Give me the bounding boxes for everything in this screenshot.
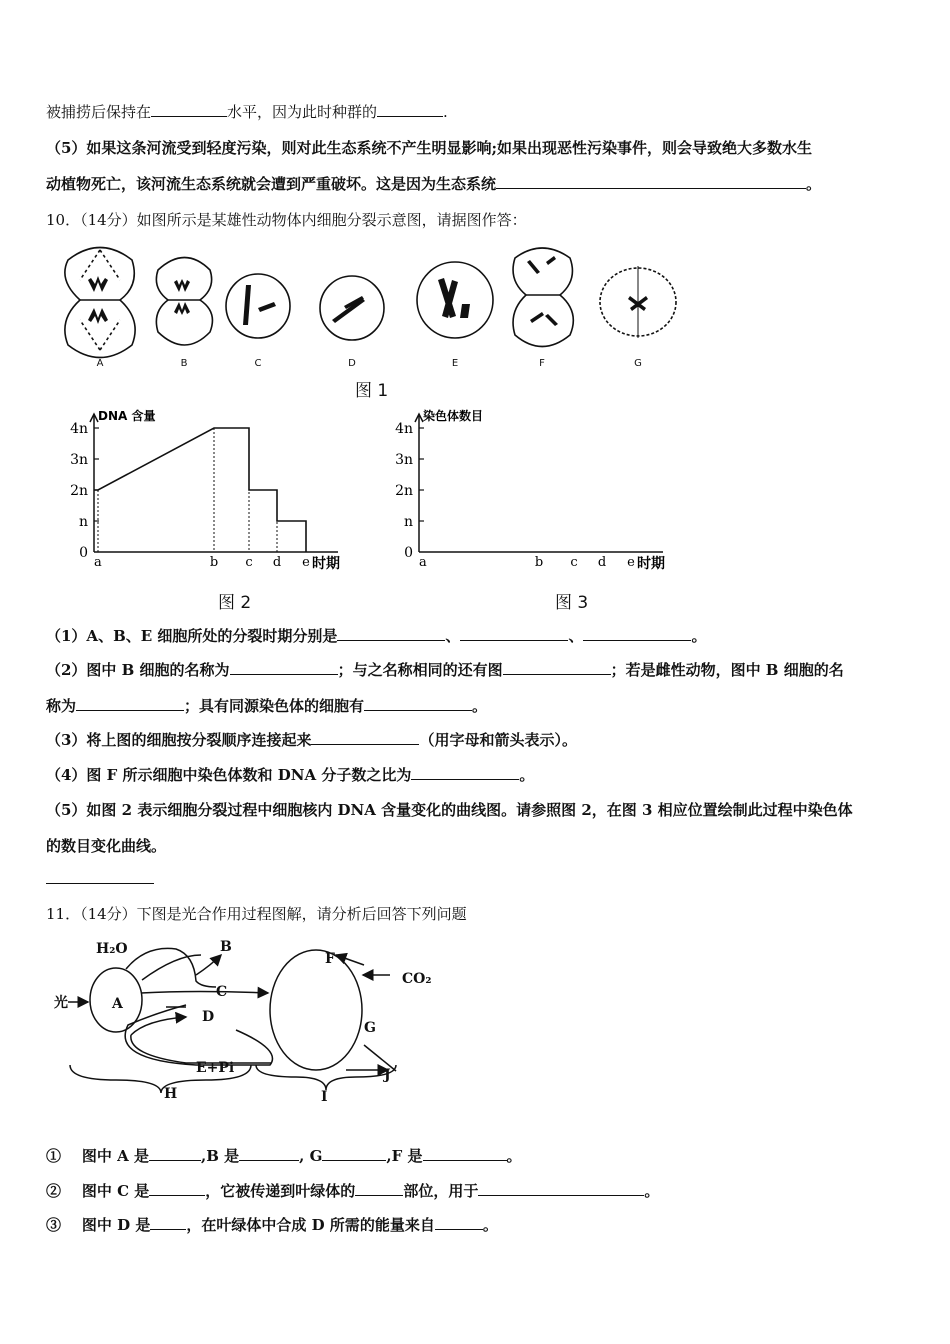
blank[interactable] — [151, 102, 227, 117]
blank[interactable] — [76, 696, 184, 711]
q10-s2a — [46, 660, 844, 680]
fig2-x-tick-d: d — [272, 555, 282, 570]
q11-text: 图中 A 是 — [81, 1147, 149, 1165]
figure-2-caption: 图 2 — [218, 593, 252, 613]
q11-text: 。 — [482, 1216, 498, 1234]
q11-text: ① — [46, 1147, 62, 1165]
q10-text: （2）图中 B 细胞的名称为 — [46, 661, 230, 679]
q10-s5b: 的数目变化曲线。 — [46, 837, 167, 855]
figure-3-caption: 图 3 — [555, 593, 589, 613]
fig3-y-tick-n: n — [403, 514, 413, 530]
fig2-x-tick-c: c — [245, 555, 253, 570]
label-c: C — [216, 984, 228, 1000]
fig2-x-tick-e: e — [302, 555, 310, 570]
fig3-y-label: 染色体数目 — [423, 409, 484, 423]
blank[interactable] — [311, 730, 419, 745]
label-f: F — [325, 951, 335, 967]
q9-text: 被捕捞后保持在 — [46, 103, 152, 121]
q10-text: （3）将上图的细胞按分裂顺序连接起来 — [46, 731, 312, 749]
q11-text: ，在叶绿体中合成 D 所需的能量来自 — [186, 1216, 435, 1234]
blank[interactable] — [496, 174, 806, 189]
fig3-x-tick-c: c — [570, 555, 578, 570]
fig2-y-tick-0: 0 — [79, 545, 88, 561]
fig3-y-tick-4n: 4n — [395, 421, 413, 437]
q9-line1 — [46, 102, 448, 122]
figure-3-chromosome-chart — [383, 402, 683, 582]
q11-text: 图中 D 是 — [81, 1216, 151, 1234]
blank[interactable] — [503, 660, 611, 675]
fig3-y-tick-2n: 2n — [395, 483, 413, 499]
q10-text: （1）A、B、E 细胞所处的分裂时期分别是 — [46, 627, 338, 645]
q10-s2b — [46, 696, 487, 716]
q11-title: 11．（14分）下图是光合作用过程图解，请分析后回答下列问题 — [46, 905, 467, 923]
label-g: G — [364, 1020, 376, 1036]
label-d: D — [202, 1009, 215, 1025]
q11-text: ,B 是 — [201, 1147, 240, 1165]
fig2-y-tick-3n: 3n — [70, 452, 88, 468]
q10-text: （用字母和箭头表示）。 — [419, 731, 577, 749]
blank[interactable] — [478, 1181, 644, 1196]
fig3-y-tick-0: 0 — [404, 545, 413, 561]
fig2-y-label: DNA 含量 — [98, 409, 156, 423]
q10-text: 。 — [472, 697, 488, 715]
fig3-x-label: 时期 — [637, 556, 665, 572]
fig3-x-tick-b: b — [534, 555, 544, 570]
blank[interactable] — [583, 626, 691, 641]
blank[interactable] — [411, 765, 519, 780]
q10-s3 — [46, 730, 577, 750]
cell-label-b: B — [180, 358, 188, 369]
q11-text: ,F 是 — [386, 1147, 423, 1165]
label-epi: E+Pi — [196, 1060, 235, 1076]
q10-text: 、 — [445, 627, 461, 645]
photosynthesis-diagram — [46, 935, 446, 1110]
label-j: J — [384, 1067, 391, 1083]
blank[interactable] — [150, 1215, 186, 1230]
fig3-x-tick-e: e — [627, 555, 635, 570]
q10-text: 称为 — [46, 697, 77, 715]
label-a: A — [112, 996, 123, 1012]
q10-text: ；若是雌性动物，图中 B 细胞的名 — [610, 661, 844, 679]
q11-text: 。 — [506, 1147, 522, 1165]
q9-p5a: （5）如果这条河流受到轻度污染，则对此生态系统不产生明显影响;如果出现恶性污染事件，则会导致绝大多数水生 — [46, 139, 812, 157]
q10-text: ；与之名称相同的还有图 — [337, 661, 503, 679]
q11-text: 图中 C 是 — [81, 1182, 150, 1200]
q9-text: 水平，因为此时种群的 — [227, 103, 378, 121]
figure-1-caption: 图 1 — [355, 381, 389, 401]
q10-text: （4）图 F 所示细胞中染色体数和 DNA 分子数之比为 — [46, 766, 412, 784]
q11-text: , G — [299, 1147, 323, 1165]
label-b: B — [220, 939, 232, 955]
blank[interactable] — [355, 1181, 403, 1196]
label-i: I — [321, 1089, 328, 1105]
q9-p5b — [46, 174, 821, 194]
q11-text: ③ — [46, 1216, 62, 1234]
q11-text: ② — [46, 1182, 62, 1200]
blank[interactable] — [239, 1146, 299, 1161]
q11-text: ，它被传递到叶绿体的 — [205, 1182, 356, 1200]
q10-text: ；具有同源染色体的细胞有 — [184, 697, 365, 715]
cell-label-e: E — [451, 358, 459, 369]
label-h: H — [164, 1086, 178, 1102]
fig2-x-tick-a: a — [94, 555, 102, 570]
cell-label-d: D — [348, 358, 356, 369]
blank[interactable] — [364, 696, 472, 711]
label-h2o: H₂O — [96, 941, 128, 957]
q11-r3 — [46, 1215, 498, 1235]
q9-text: 。 — [806, 175, 822, 193]
fig3-x-tick-d: d — [597, 555, 607, 570]
fig2-y-tick-2n: 2n — [70, 483, 88, 499]
q11-r2 — [46, 1181, 659, 1201]
dna-curve — [94, 428, 306, 552]
answer-line[interactable] — [46, 883, 154, 884]
figure-2-dna-chart — [58, 402, 358, 582]
fig2-y-tick-n: n — [78, 514, 88, 530]
q10-text: 。 — [691, 627, 707, 645]
cell-label-c: C — [254, 358, 262, 369]
fig2-y-tick-4n: 4n — [70, 421, 88, 437]
q11-text: 。 — [644, 1182, 660, 1200]
fig3-x-tick-a: a — [419, 555, 427, 570]
fig2-x-tick-b: b — [209, 555, 219, 570]
blank[interactable] — [435, 1215, 483, 1230]
blank[interactable] — [423, 1146, 507, 1161]
q10-s5a: （5）如图 2 表示细胞分裂过程中细胞核内 DNA 含量变化的曲线图。请参照图 2，在图 3 相应位置绘制此过程中染色体 — [46, 801, 853, 819]
label-light: 光 — [54, 995, 68, 1011]
q11-r1 — [46, 1146, 522, 1166]
blank[interactable] — [230, 660, 338, 675]
q9-text: 动植物死亡，该河流生态系统就会遭到严重破坏。这是因为生态系统 — [46, 175, 497, 193]
cell-label-g: G — [634, 358, 642, 369]
blank[interactable] — [322, 1146, 386, 1161]
q10-s1 — [46, 626, 706, 646]
cell-label-a: A — [96, 358, 104, 369]
blank[interactable] — [337, 626, 445, 641]
q10-text: 。 — [519, 766, 535, 784]
q11-text: 部位，用于 — [403, 1182, 479, 1200]
label-co2: CO₂ — [402, 971, 432, 987]
fig3-y-tick-3n: 3n — [395, 452, 413, 468]
q9-text: . — [443, 103, 448, 121]
blank[interactable] — [149, 1181, 205, 1196]
blank[interactable] — [377, 102, 443, 117]
q10-s4 — [46, 765, 534, 785]
figure-1-cells — [60, 240, 700, 370]
q10-text: 、 — [568, 627, 584, 645]
cell-label-f: F — [539, 358, 545, 369]
fig2-x-label: 时期 — [312, 556, 340, 572]
blank[interactable] — [149, 1146, 201, 1161]
q10-title: 10．（14分）如图所示是某雄性动物体内细胞分裂示意图，请据图作答： — [46, 211, 527, 229]
blank[interactable] — [460, 626, 568, 641]
